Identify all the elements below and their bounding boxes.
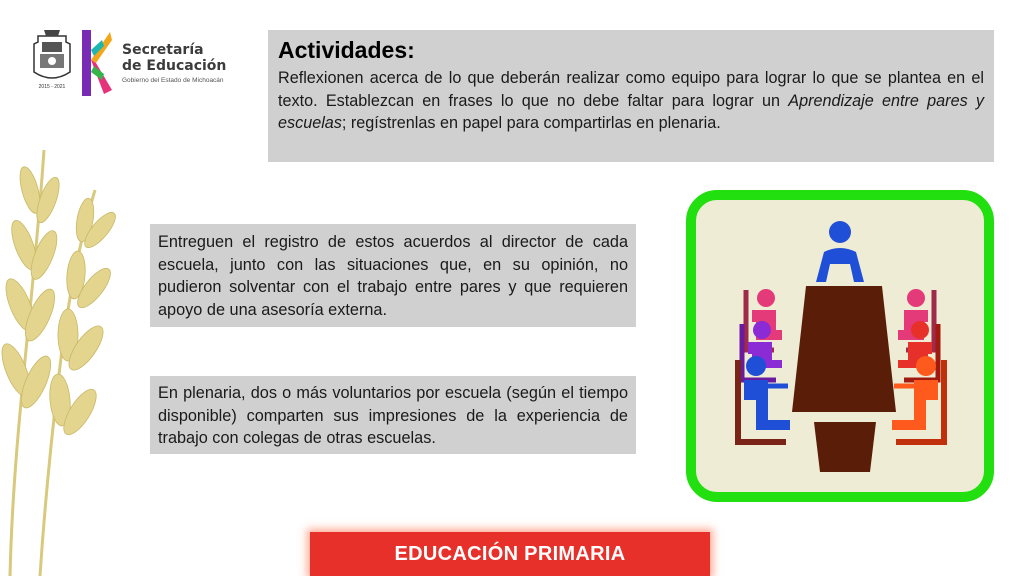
brand-subtitle: Gobierno del Estado de Michoacán bbox=[122, 77, 224, 84]
meeting-table-illustration bbox=[686, 190, 994, 502]
brand-line-1: Secretaría bbox=[122, 42, 204, 58]
plenary-text: En plenaria, dos o más voluntarios por escuela (según el tiempo disponible) comparten sus impresiones de la experiencia de trabajo con colegas de otras escuelas. bbox=[158, 384, 628, 447]
registry-text: Entreguen el registro de estos acuerdos al director de cada escuela, junto con las situaciones que, en su opinión, no pudieron solventar con el trabajo entre pares y que requieren apoyo de una asesoría externa. bbox=[158, 233, 628, 319]
secretaria-educacion-logo bbox=[30, 28, 245, 98]
activities-text-italic: Aprendizaje entre pares y escuelas bbox=[278, 91, 985, 132]
activities-text-part2: ; regístrenlas en papel para compartirlas en plenaria. bbox=[341, 114, 721, 132]
brand-line-2: de Educación bbox=[122, 58, 227, 74]
activities-text-part1: Reflexionen acerca de lo que deberán realizar como equipo para lograr lo que se plantea en el texto. Establezcan en frases lo que no debe faltar para lograr un bbox=[278, 69, 984, 110]
seal-years: 2015 - 2021 bbox=[38, 84, 66, 90]
k-mark-icon bbox=[82, 30, 112, 96]
activities-title: Actividades: bbox=[278, 37, 415, 63]
education-level-banner: EDUCACIÓN PRIMARIA bbox=[310, 532, 710, 576]
table-base bbox=[814, 422, 876, 472]
plenary-instructions-box bbox=[150, 376, 636, 454]
activities-box bbox=[268, 30, 994, 162]
table-top bbox=[792, 286, 896, 412]
wheat-decoration bbox=[0, 150, 120, 576]
registry-instructions-box bbox=[150, 224, 636, 327]
activities-text bbox=[278, 67, 984, 135]
